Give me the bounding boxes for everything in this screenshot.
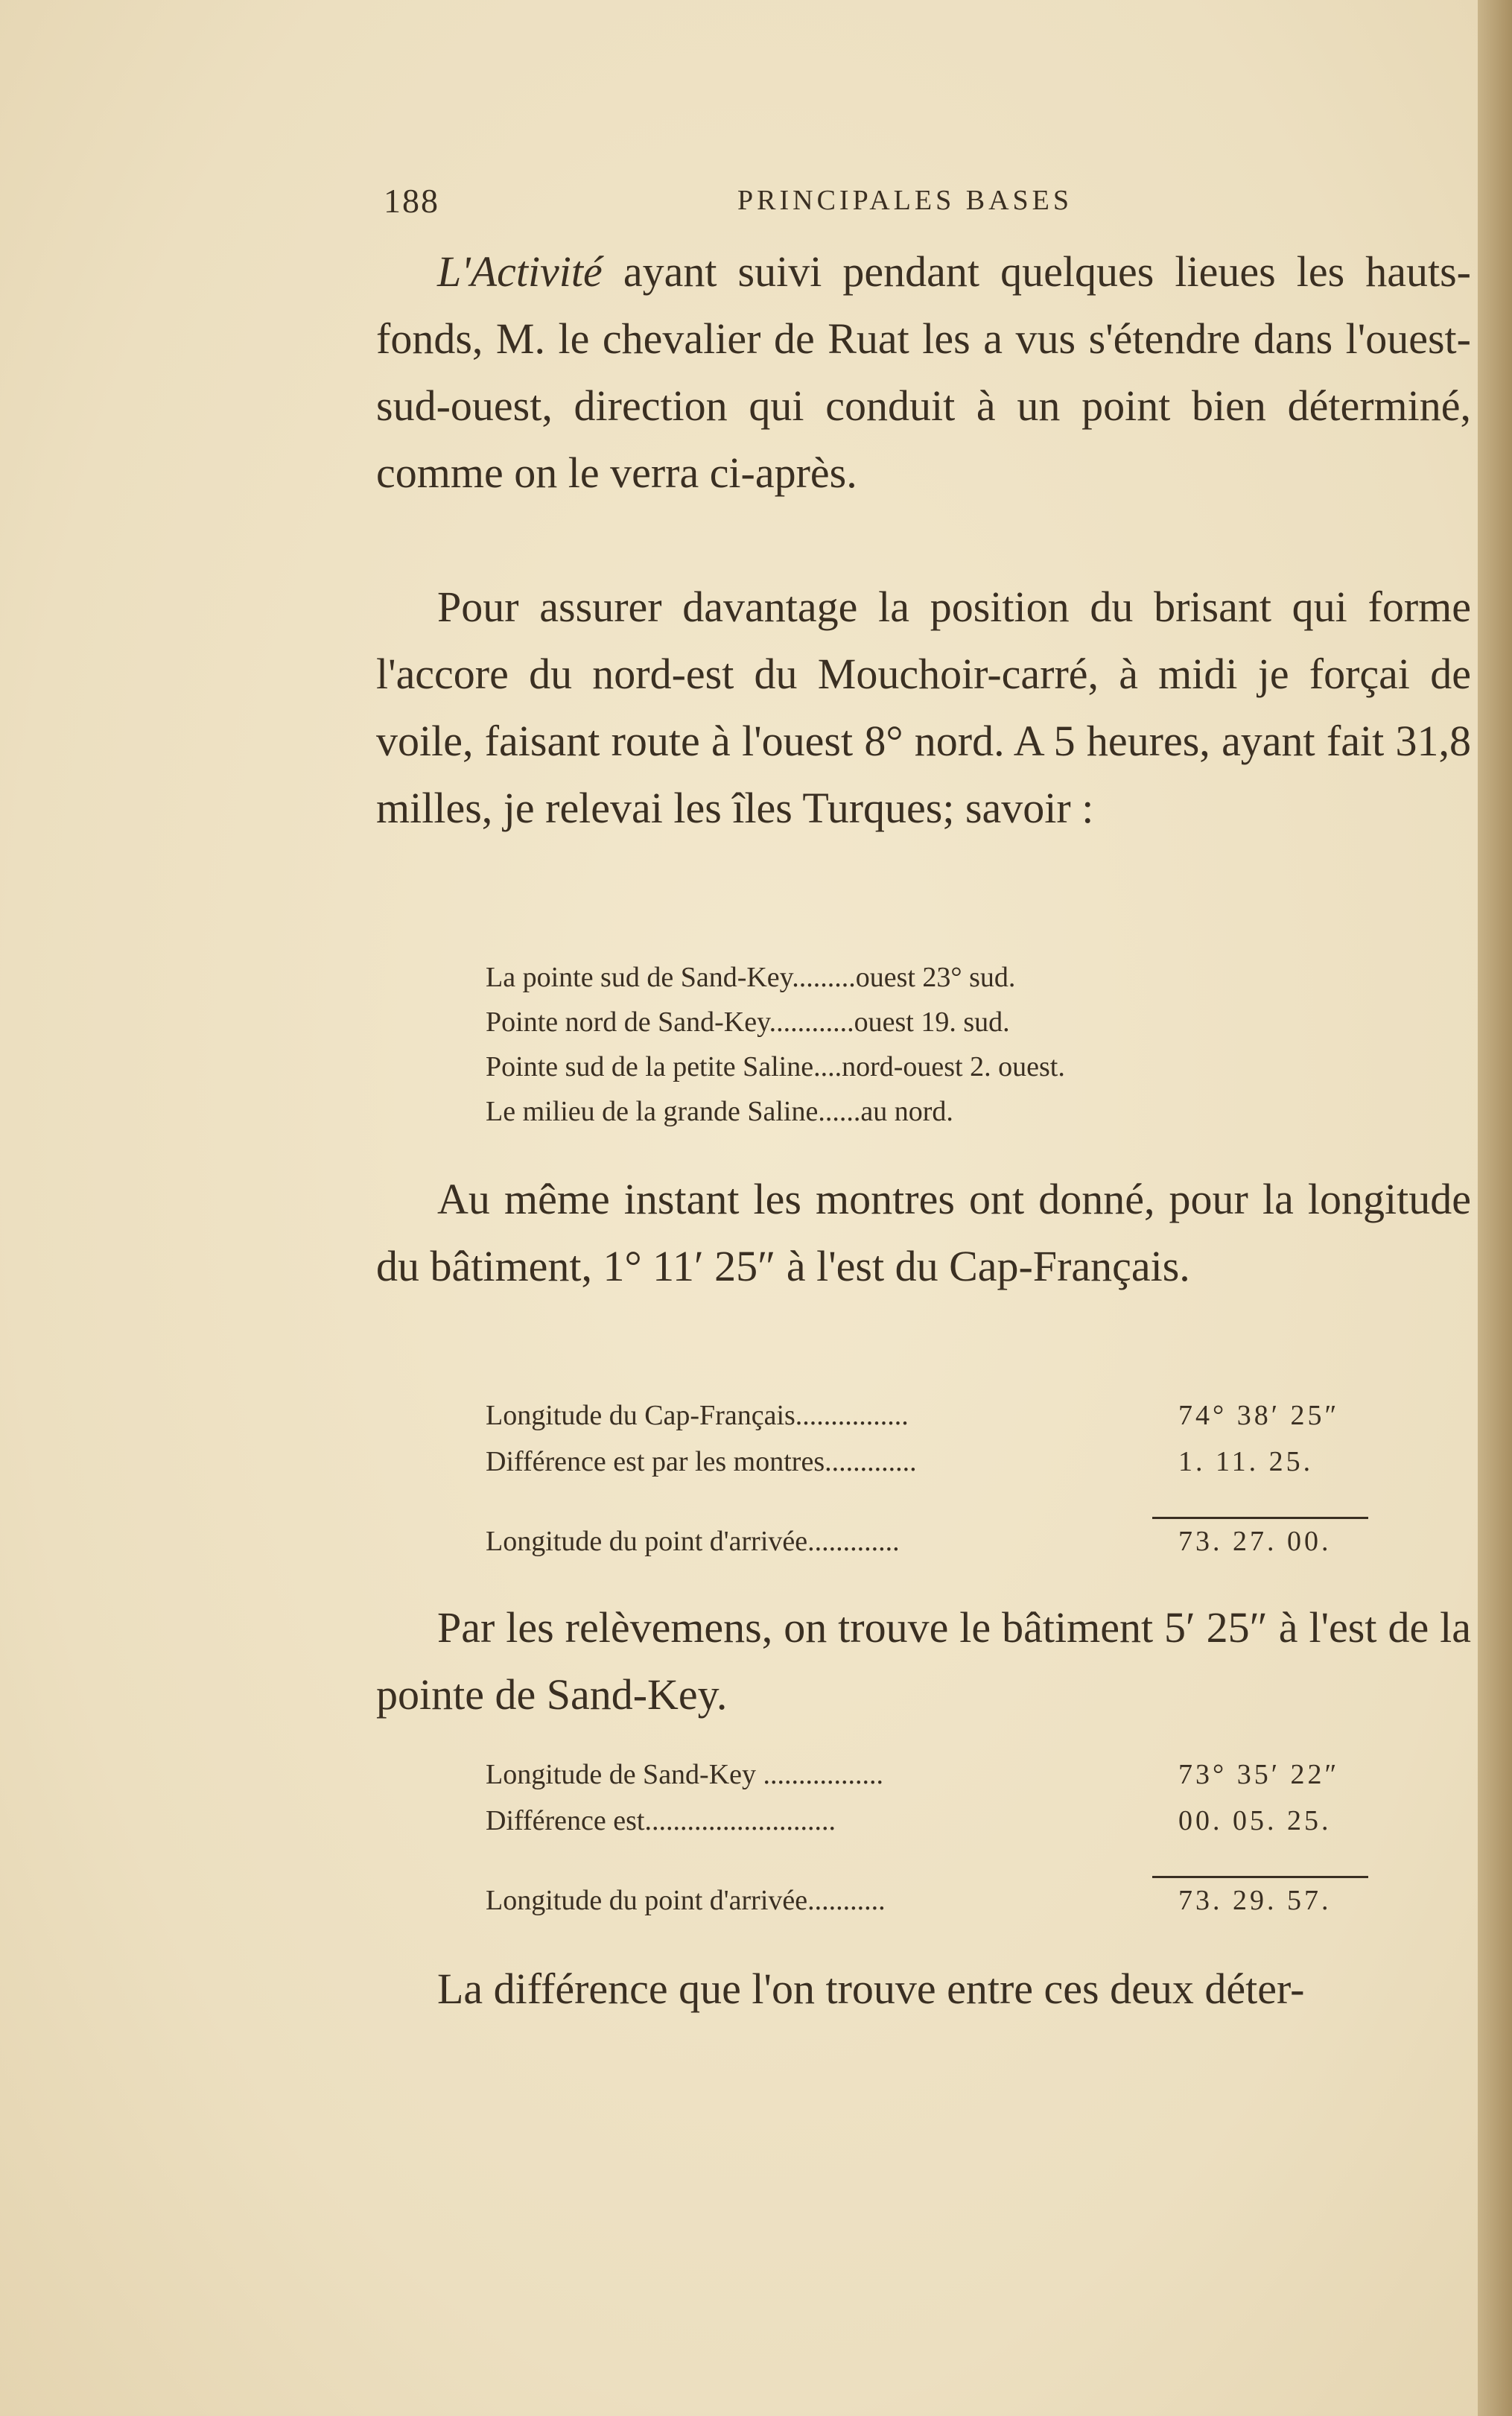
calc-label: Différence est par les montres............. xyxy=(486,1446,917,1477)
paragraph-5: La différence que l'on trouve entre ces deux déter- xyxy=(437,1965,1305,2013)
calc-label: Longitude du Cap-Français................ xyxy=(486,1400,909,1431)
paragraph-1-text: ayant suivi pendant quelques lieues les hauts-fonds, M. le chevalier de Ruat les a vus s'étendre dans l'ouest-sud-ouest, direction qui conduit à un point bien déterminé, comme on le verra ci-après. xyxy=(376,247,1471,497)
calc-row xyxy=(486,1804,1372,1851)
longitude-calculation-1 xyxy=(486,1399,1372,1571)
calc-value: 74° 38′ 25″ xyxy=(1178,1400,1340,1431)
calc-value: 00. 05. 25. xyxy=(1178,1805,1332,1836)
page-number: 188 xyxy=(384,182,439,220)
bearing-item: Pointe nord de Sand-Key............ouest 19. sud. xyxy=(486,1006,1010,1038)
bearing-item: Le milieu de la grande Saline......au nord. xyxy=(486,1096,953,1127)
paragraph-2: Pour assurer davantage la position du brisant qui forme l'accore du nord-est du Mouchoir-carré, à midi je forçai de voile, faisant route à l'ouest 8° nord. A 5 heures, ayant fait 31,8 milles, je relevai les îles Turques; savoir : xyxy=(376,583,1471,832)
sum-rule xyxy=(1152,1517,1368,1519)
ship-name: L'Activité xyxy=(437,247,603,296)
calc-value: 73. 27. 00. xyxy=(1178,1526,1332,1557)
longitude-calculation-2 xyxy=(486,1758,1372,1930)
calc-value: 73. 29. 57. xyxy=(1178,1885,1332,1916)
bearings-list xyxy=(486,955,1342,1134)
bearing-item: Pointe sud de la petite Saline....nord-ouest 2. ouest. xyxy=(486,1051,1065,1082)
calc-label: Longitude de Sand-Key ................. xyxy=(486,1759,884,1790)
bearing-item: La pointe sud de Sand-Key.........ouest 23° sud. xyxy=(486,962,1016,993)
paragraph-3: Au même instant les montres ont donné, pour la longitude du bâtiment, 1° 11′ 25″ à l'est du Cap-Français. xyxy=(376,1175,1471,1290)
paragraph-1 xyxy=(376,238,1471,507)
calc-result-row xyxy=(486,1525,1372,1571)
calc-row xyxy=(486,1758,1372,1804)
calc-result-row xyxy=(486,1884,1372,1930)
running-head: PRINCIPALES BASES xyxy=(737,185,1073,216)
calc-row xyxy=(486,1445,1372,1491)
calc-value: 1. 11. 25. xyxy=(1178,1446,1314,1477)
paragraph-4: Par les relèvemens, on trouve le bâtiment 5′ 25″ à l'est de la pointe de Sand-Key. xyxy=(376,1603,1471,1719)
calc-label: Longitude du point d'arrivée........... xyxy=(486,1885,886,1916)
calc-value: 73° 35′ 22″ xyxy=(1178,1759,1340,1790)
calc-row xyxy=(486,1399,1372,1445)
page-header xyxy=(384,181,1471,226)
calc-label: Longitude du point d'arrivée............. xyxy=(486,1526,900,1557)
calc-label: Différence est........................... xyxy=(486,1805,836,1836)
page-edge xyxy=(1478,0,1512,2416)
sum-rule xyxy=(1152,1876,1368,1878)
